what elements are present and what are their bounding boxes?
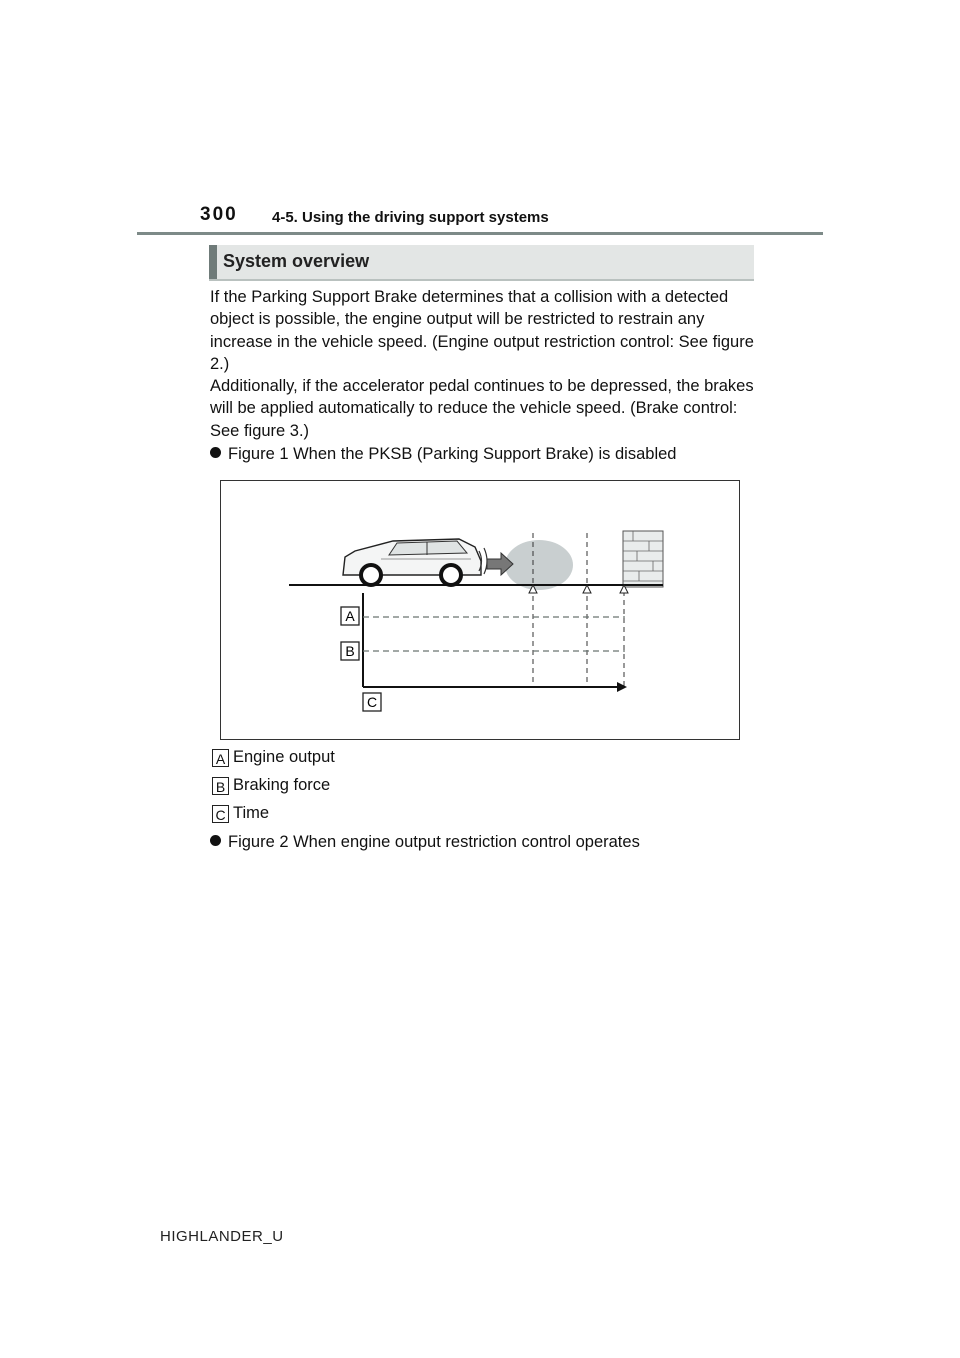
- legend-item-c: [212, 804, 269, 826]
- legend-key-c: C: [212, 805, 229, 823]
- bullet-text: Figure 2 When engine output restriction control operates: [228, 833, 640, 851]
- chapter-title: 4-5. Using the driving support systems: [272, 209, 549, 226]
- x-axis-arrow: [617, 682, 627, 692]
- legend-key-a: A: [212, 749, 229, 767]
- section-heading: [209, 245, 754, 281]
- bullet-dot-icon: [210, 835, 221, 846]
- legend-label-c: Time: [233, 804, 270, 822]
- legend-item-b: [212, 776, 330, 798]
- legend-label-b: Braking force: [233, 776, 331, 794]
- paragraph-2: Additionally, if the accelerator pedal continues to be depressed, the brakes will be applied automatically to reduce the vehicle speed. (Brake control: See figure 3.): [210, 377, 754, 440]
- wall-icon: [623, 531, 663, 587]
- legend-label-a: Engine output: [233, 748, 335, 766]
- page-number: 300: [200, 204, 238, 225]
- label-c: C: [366, 694, 378, 710]
- legend-item-a: [212, 748, 335, 770]
- figure-1-svg: [221, 481, 741, 741]
- detection-zone: [505, 540, 573, 590]
- bullet-dot-icon: [210, 447, 221, 458]
- body-text: [210, 286, 760, 442]
- footer-model: HIGHLANDER_U: [160, 1228, 284, 1245]
- section-accent-bar: [209, 245, 217, 279]
- vehicle-icon: [343, 539, 481, 585]
- label-b: B: [345, 643, 355, 659]
- paragraph-1: If the Parking Support Brake determines that a collision with a detected object is possible, the engine output will be restricted to restrain any increase in the vehicle speed. (Engine output restriction control: See figure 2.): [210, 288, 754, 373]
- label-a: A: [345, 608, 355, 624]
- bullet-text: Figure 1 When the PKSB (Parking Support Brake) is disabled: [228, 445, 677, 463]
- section-title: System overview: [223, 251, 370, 271]
- figure-1-diagram: [220, 480, 740, 740]
- bullet-figure-1: [210, 445, 676, 464]
- bullet-figure-2: [210, 833, 640, 852]
- marker-triangle: [583, 585, 591, 593]
- header-divider: [137, 232, 823, 235]
- legend-key-b: B: [212, 777, 229, 795]
- page-header: [137, 200, 823, 236]
